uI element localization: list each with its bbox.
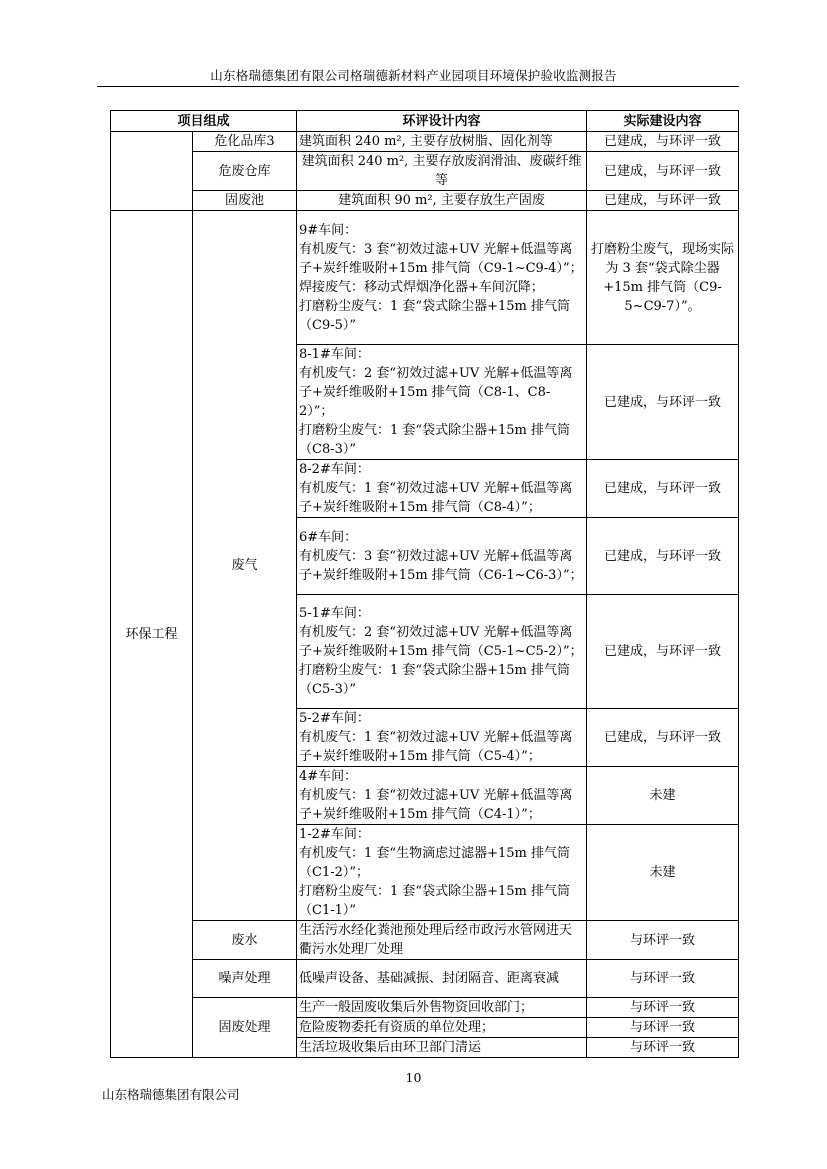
category-cell-empty <box>111 132 193 211</box>
actual-cell: 与环评一致 <box>587 998 739 1018</box>
table-row <box>111 960 739 998</box>
design-cell: 4#车间： 有机废气：1 套“初效过滤+UV 光解+低温等离子+炭纤维吸附+15m 排气筒（C4-1）”； <box>297 767 587 825</box>
column-header-composition: 项目组成 <box>111 111 297 132</box>
table-row <box>111 191 739 211</box>
actual-cell: 未建 <box>587 767 739 825</box>
design-cell: 低噪声设备、基础减振、封闭隔音、距离衰减 <box>297 960 587 998</box>
table-header-row <box>111 111 739 132</box>
category-cell-env: 环保工程 <box>111 211 193 1058</box>
actual-cell: 与环评一致 <box>587 1018 739 1038</box>
sub-item-cell: 固废池 <box>193 191 297 211</box>
sub-item-cell: 废水 <box>193 921 297 960</box>
sub-item-cell: 噪声处理 <box>193 960 297 998</box>
actual-cell: 已建成，与环评一致 <box>587 460 739 518</box>
sub-item-cell-gas: 废气 <box>193 211 297 921</box>
actual-cell: 未建 <box>587 825 739 921</box>
design-cell: 建筑面积 240 m², 主要存放树脂、固化剂等 <box>297 132 587 152</box>
actual-cell: 与环评一致 <box>587 921 739 960</box>
footer-company-name: 山东格瑞德集团有限公司 <box>102 1087 240 1102</box>
design-cell: 危险废物委托有资质的单位处理； <box>297 1018 587 1038</box>
actual-cell: 已建成，与环评一致 <box>587 191 739 211</box>
table-row <box>111 211 739 345</box>
design-cell: 生活垃圾收集后由环卫部门清运 <box>297 1038 587 1058</box>
actual-cell: 已建成，与环评一致 <box>587 345 739 460</box>
actual-cell: 已建成，与环评一致 <box>587 132 739 152</box>
table-row <box>111 132 739 152</box>
header-divider <box>97 86 739 87</box>
design-cell: 6#车间： 有机废气：3 套“初效过滤+UV 光解+低温等离子+炭纤维吸附+15m 排气筒（C6-1~C6-3）”； <box>297 518 587 595</box>
column-header-actual: 实际建设内容 <box>587 111 739 132</box>
design-cell: 生活污水经化粪池预处理后经市政污水管网进天衢污水处理厂处理 <box>297 921 587 960</box>
design-cell: 9#车间： 有机废气：3 套“初效过滤+UV 光解+低温等离子+炭纤维吸附+15m 排气筒（C9-1~C9-4）”； 焊接废气：移动式焊烟净化器+车间沉降； 打磨粉尘废气：1 套“袋式除尘器+15m 排气筒（C9-5）” <box>297 211 587 345</box>
design-cell: 8-1#车间： 有机废气：2 套“初效过滤+UV 光解+低温等离子+炭纤维吸附+15m 排气筒（C8-1、C8-2）”； 打磨粉尘废气：1 套“袋式除尘器+15m 排气筒（C8-3）” <box>297 345 587 460</box>
actual-cell: 打磨粉尘废气，现场实际为 3 套“袋式除尘器+15m 排气筒（C9-5~C9-7）”。 <box>587 211 739 345</box>
design-cell: 建筑面积 240 m², 主要存放废润滑油、废碳纤维等 <box>297 152 587 191</box>
column-header-design: 环评设计内容 <box>297 111 587 132</box>
table-row <box>111 152 739 191</box>
actual-cell: 与环评一致 <box>587 1038 739 1058</box>
project-composition-table <box>110 110 739 1058</box>
sub-item-cell: 固废处理 <box>193 998 297 1058</box>
actual-cell: 已建成，与环评一致 <box>587 595 739 709</box>
design-cell: 建筑面积 90 m², 主要存放生产固废 <box>297 191 587 211</box>
design-cell: 8-2#车间： 有机废气：1 套“初效过滤+UV 光解+低温等离子+炭纤维吸附+15m 排气筒（C8-4）”； <box>297 460 587 518</box>
actual-cell: 已建成，与环评一致 <box>587 152 739 191</box>
table-row <box>111 921 739 960</box>
sub-item-cell: 危化品库3 <box>193 132 297 152</box>
page-header-title: 山东格瑞德集团有限公司格瑞德新材料产业园项目环境保护验收监测报告 <box>210 68 617 83</box>
table-row <box>111 998 739 1018</box>
actual-cell: 已建成，与环评一致 <box>587 518 739 595</box>
design-cell: 生产一般固废收集后外售物资回收部门； <box>297 998 587 1018</box>
design-cell: 1-2#车间： 有机废气：1 套“生物滴虑过滤器+15m 排气筒（C1-2）”； 打磨粉尘废气：1 套“袋式除尘器+15m 排气筒（C1-1）” <box>297 825 587 921</box>
actual-cell: 已建成，与环评一致 <box>587 709 739 767</box>
sub-item-cell: 危废仓库 <box>193 152 297 191</box>
design-cell: 5-1#车间： 有机废气：2 套“初效过滤+UV 光解+低温等离子+炭纤维吸附+15m 排气筒（C5-1~C5-2）”； 打磨粉尘废气：1 套“袋式除尘器+15m 排气筒（C5-3）” <box>297 595 587 709</box>
page-number: 10 <box>405 1070 422 1085</box>
design-cell: 5-2#车间： 有机废气：1 套“初效过滤+UV 光解+低温等离子+炭纤维吸附+15m 排气筒（C5-4）”； <box>297 709 587 767</box>
actual-cell: 与环评一致 <box>587 960 739 998</box>
